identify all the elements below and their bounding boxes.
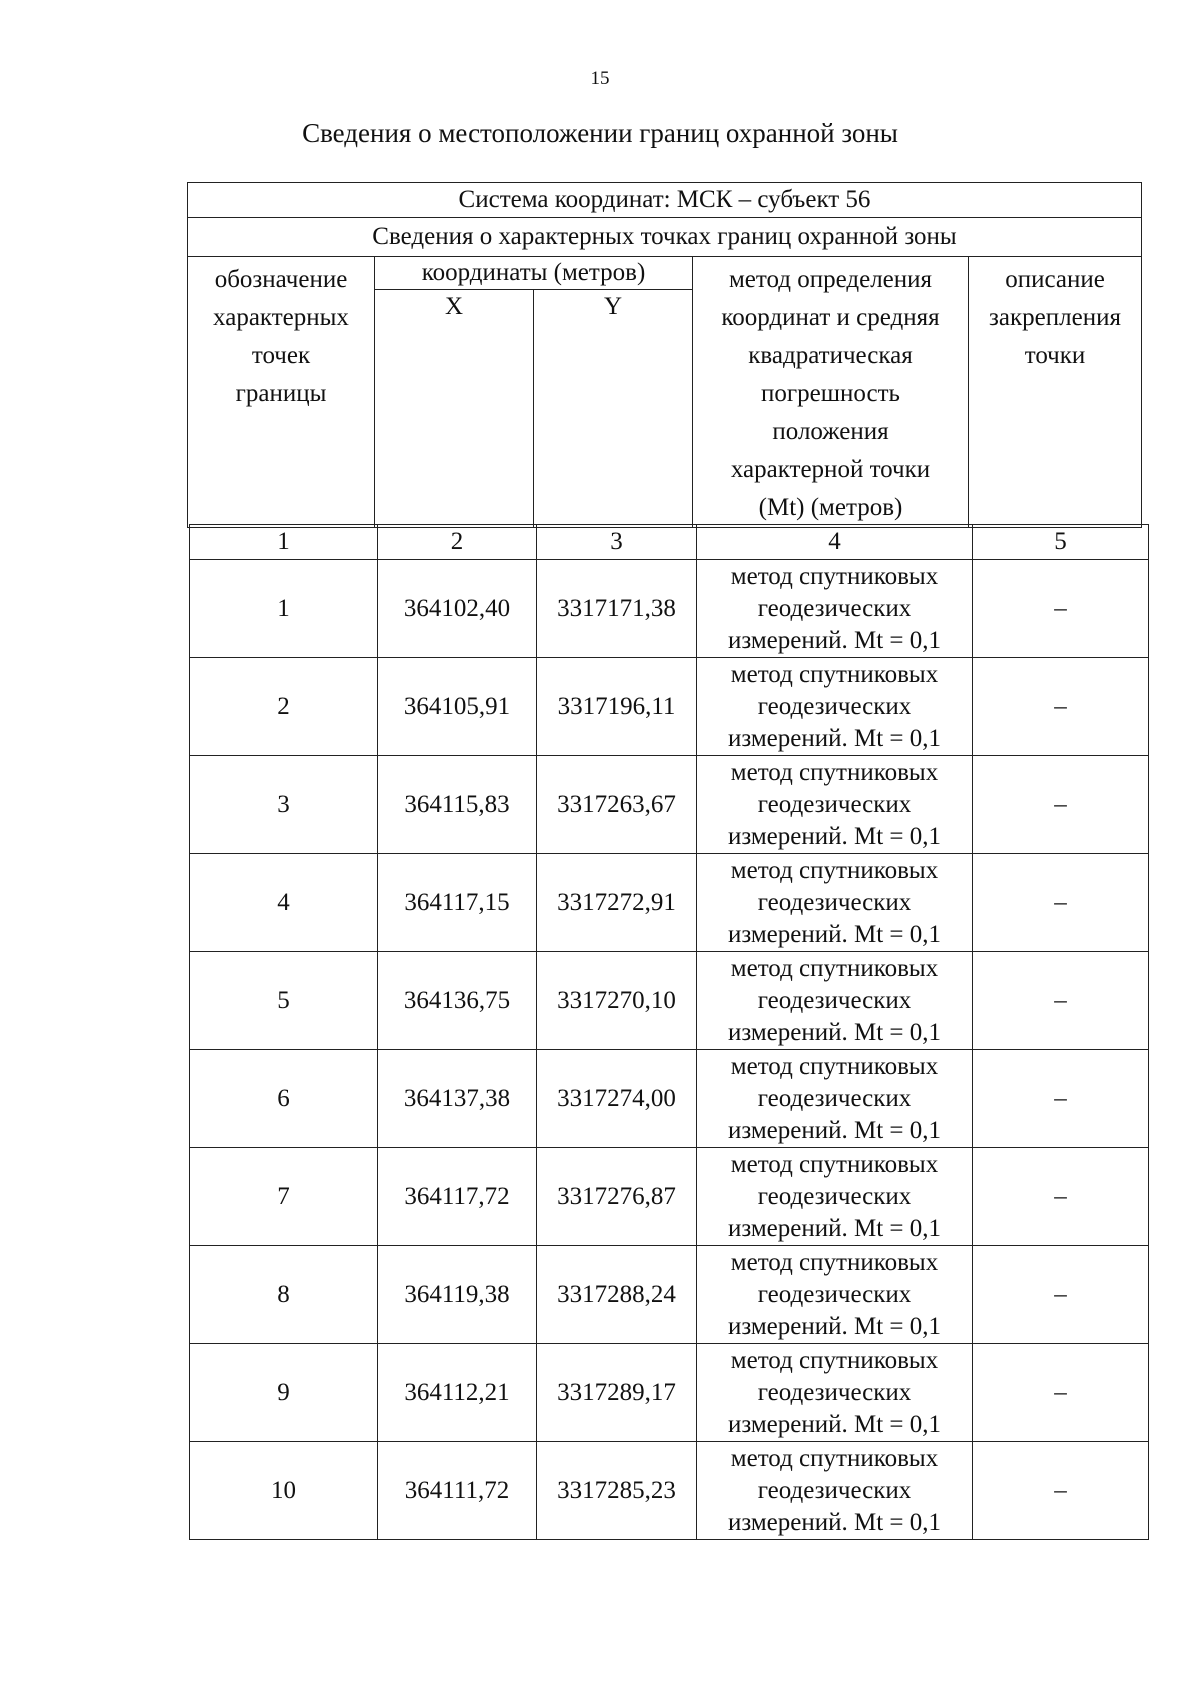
point-cell: 6 — [190, 1050, 378, 1148]
y-coordinate-cell: 3317285,23 — [537, 1442, 697, 1540]
x-coordinate-cell: 364117,15 — [378, 854, 537, 952]
description-cell: – — [973, 952, 1149, 1050]
header-description — [969, 257, 1142, 528]
y-coordinate-cell: 3317288,24 — [537, 1246, 697, 1344]
header-text: точек — [251, 342, 311, 369]
method-line: геодезических — [757, 888, 912, 916]
point-cell: 4 — [190, 854, 378, 952]
method-line: метод спутниковых — [730, 856, 939, 884]
method-cell — [697, 560, 973, 658]
column-number: 2 — [378, 525, 537, 560]
header-coordinates: координаты (метров) — [375, 257, 693, 290]
table-row — [190, 560, 1149, 658]
coordinates-table — [189, 524, 1149, 1540]
header-x: X — [375, 290, 534, 528]
description-cell: – — [973, 1246, 1149, 1344]
method-cell — [697, 1344, 973, 1442]
description-cell: – — [973, 1050, 1149, 1148]
y-coordinate-cell: 3317274,00 — [537, 1050, 697, 1148]
header-text: метод определения — [728, 266, 933, 293]
y-coordinate-cell: 3317272,91 — [537, 854, 697, 952]
description-cell: – — [973, 756, 1149, 854]
header-text: характерной точки — [730, 456, 931, 483]
header-text: обозначение — [214, 266, 348, 293]
table-row — [190, 1442, 1149, 1540]
method-line: измерений. Mt = 0,1 — [727, 724, 942, 752]
header-text: погрешность — [761, 380, 900, 407]
method-cell — [697, 658, 973, 756]
method-line: геодезических — [757, 1280, 912, 1308]
method-cell — [697, 952, 973, 1050]
point-cell: 10 — [190, 1442, 378, 1540]
column-number: 5 — [973, 525, 1149, 560]
header-text: квадратическая — [748, 342, 913, 369]
x-coordinate-cell: 364105,91 — [378, 658, 537, 756]
header-text: (Mt) (метров) — [758, 494, 903, 521]
y-coordinate-cell: 3317289,17 — [537, 1344, 697, 1442]
description-cell: – — [973, 1442, 1149, 1540]
header-text: описание — [1005, 266, 1105, 293]
method-line: геодезических — [757, 1084, 912, 1112]
method-line: геодезических — [757, 986, 912, 1014]
description-cell: – — [973, 854, 1149, 952]
header-point-designation — [188, 257, 375, 528]
x-coordinate-cell: 364115,83 — [378, 756, 537, 854]
description-cell: – — [973, 560, 1149, 658]
method-line: измерений. Mt = 0,1 — [727, 1018, 942, 1046]
method-line: метод спутниковых — [730, 758, 939, 786]
method-line: измерений. Mt = 0,1 — [727, 1410, 942, 1438]
table-header — [187, 182, 1142, 528]
method-line: геодезических — [757, 692, 912, 720]
x-coordinate-cell: 364111,72 — [378, 1442, 537, 1540]
method-cell — [697, 1148, 973, 1246]
header-text: закрепления — [989, 304, 1121, 331]
point-cell: 7 — [190, 1148, 378, 1246]
method-cell — [697, 854, 973, 952]
table-row — [190, 1344, 1149, 1442]
x-coordinate-cell: 364136,75 — [378, 952, 537, 1050]
method-line: измерений. Mt = 0,1 — [727, 1312, 942, 1340]
method-line: измерений. Mt = 0,1 — [727, 1214, 942, 1242]
method-line: метод спутниковых — [730, 1248, 939, 1276]
table-row — [190, 756, 1149, 854]
method-line: измерений. Mt = 0,1 — [727, 1116, 942, 1144]
header-text: координат и средняя — [721, 304, 940, 331]
document-title: Сведения о местоположении границ охранной зоны — [302, 118, 898, 148]
page-number: 15 — [590, 68, 610, 89]
y-coordinate-cell: 3317263,67 — [537, 756, 697, 854]
method-line: геодезических — [757, 1378, 912, 1406]
method-line: геодезических — [757, 790, 912, 818]
column-number: 4 — [697, 525, 973, 560]
description-cell: – — [973, 1148, 1149, 1246]
method-line: геодезических — [757, 1476, 912, 1504]
point-cell: 8 — [190, 1246, 378, 1344]
method-line: метод спутниковых — [730, 1052, 939, 1080]
method-cell — [697, 1442, 973, 1540]
method-line: метод спутниковых — [730, 1444, 939, 1472]
description-cell: – — [973, 658, 1149, 756]
table-row — [190, 1246, 1149, 1344]
method-cell — [697, 1050, 973, 1148]
method-line: метод спутниковых — [730, 1150, 939, 1178]
header-text: характерных — [213, 304, 349, 331]
table-row — [190, 1050, 1149, 1148]
method-line: геодезических — [757, 1182, 912, 1210]
y-coordinate-cell: 3317196,11 — [537, 658, 697, 756]
method-cell — [697, 1246, 973, 1344]
column-number: 1 — [190, 525, 378, 560]
column-number: 3 — [537, 525, 697, 560]
method-line: метод спутниковых — [730, 562, 939, 590]
method-cell — [697, 756, 973, 854]
point-cell: 9 — [190, 1344, 378, 1442]
header-y: Y — [534, 290, 693, 528]
y-coordinate-cell: 3317276,87 — [537, 1148, 697, 1246]
point-cell: 5 — [190, 952, 378, 1050]
table-row — [190, 854, 1149, 952]
coordinate-system-cell: Система координат: МСК – субъект 56 — [188, 183, 1142, 218]
y-coordinate-cell: 3317171,38 — [537, 560, 697, 658]
header-text: границы — [235, 380, 327, 407]
point-cell: 2 — [190, 658, 378, 756]
x-coordinate-cell: 364119,38 — [378, 1246, 537, 1344]
method-line: геодезических — [757, 594, 912, 622]
table-row — [190, 952, 1149, 1050]
x-coordinate-cell: 364117,72 — [378, 1148, 537, 1246]
method-line: метод спутниковых — [730, 660, 939, 688]
x-coordinate-cell: 364102,40 — [378, 560, 537, 658]
x-coordinate-cell: 364137,38 — [378, 1050, 537, 1148]
header-text: положения — [772, 418, 889, 445]
method-line: метод спутниковых — [730, 1346, 939, 1374]
method-line: измерений. Mt = 0,1 — [727, 920, 942, 948]
x-coordinate-cell: 364112,21 — [378, 1344, 537, 1442]
method-line: измерений. Mt = 0,1 — [727, 822, 942, 850]
description-cell: – — [973, 1344, 1149, 1442]
method-line: метод спутниковых — [730, 954, 939, 982]
table-row — [190, 1148, 1149, 1246]
header-text: точки — [1024, 342, 1086, 369]
point-cell: 3 — [190, 756, 378, 854]
method-line: измерений. Mt = 0,1 — [727, 1508, 942, 1536]
point-cell: 1 — [190, 560, 378, 658]
header-method — [693, 257, 969, 528]
table-row — [190, 658, 1149, 756]
y-coordinate-cell: 3317270,10 — [537, 952, 697, 1050]
method-line: измерений. Mt = 0,1 — [727, 626, 942, 654]
section-title-cell: Сведения о характерных точках границ охранной зоны — [188, 218, 1142, 257]
column-numbers-row — [190, 525, 1149, 560]
